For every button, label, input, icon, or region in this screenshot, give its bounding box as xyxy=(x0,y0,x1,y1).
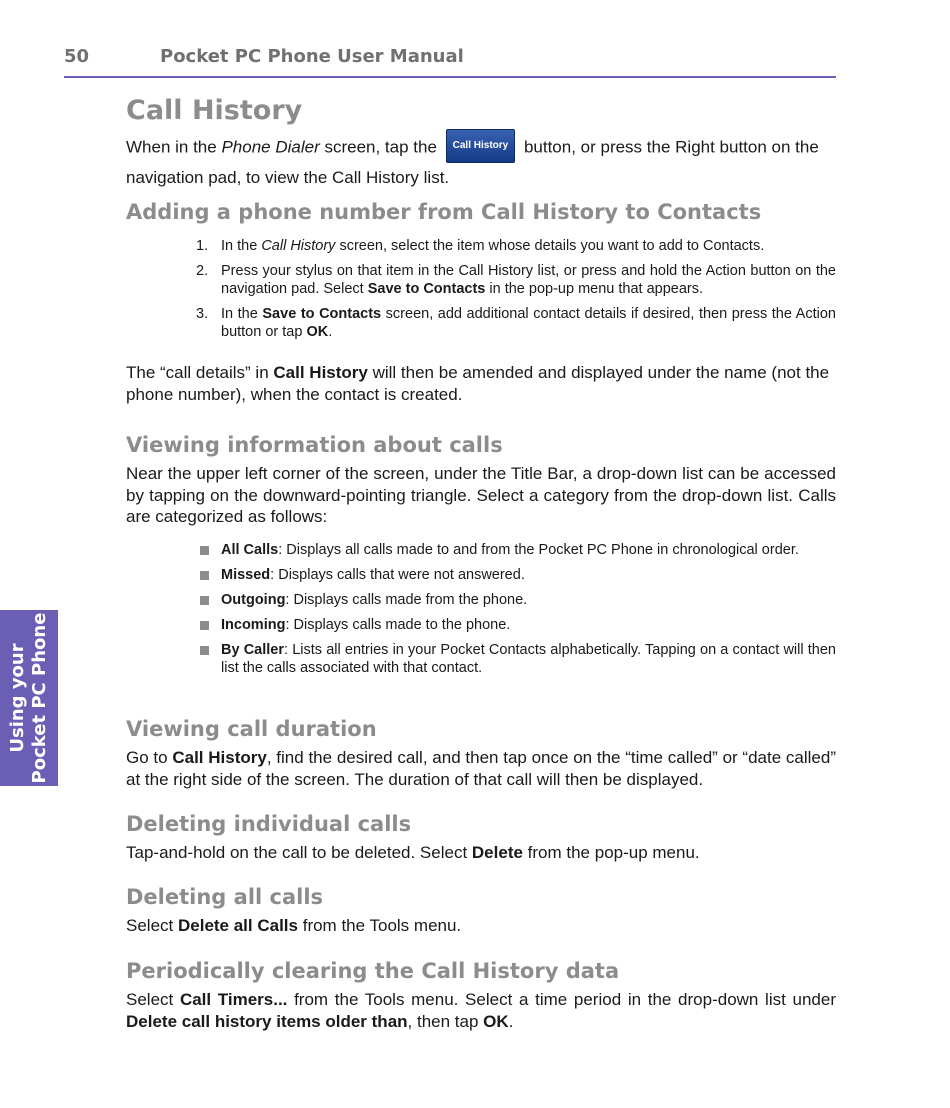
section-periodic-clear xyxy=(126,958,836,1032)
section-add-to-contacts xyxy=(126,199,836,225)
category-outgoing: Outgoing: Displays calls made from the phone. xyxy=(200,591,836,609)
section-call-duration xyxy=(126,716,836,790)
call-duration-text: Go to Call History, find the desired call, and then tap once on the “time called” or “date called” at the right side of the screen. The duration of that call will then be displayed. xyxy=(126,748,836,789)
page-header xyxy=(64,44,836,78)
heading-add-to-contacts: Adding a phone number from Call History to Contacts xyxy=(126,200,762,224)
heading-periodic-clear: Periodically clearing the Call History data xyxy=(126,959,620,983)
chapter-side-tab-label xyxy=(7,610,51,786)
add-contacts-steps xyxy=(196,237,836,348)
category-all-calls: All Calls: Displays all calls made to and from the Pocket PC Phone in chronological order. xyxy=(200,541,836,559)
call-history-intro: When in the Phone Dialer screen, tap the Call History button, or press the Right button on the navigation pad, to view the Call History list. xyxy=(126,131,836,191)
category-incoming: Incoming: Displays calls made to the phone. xyxy=(200,616,836,634)
section-viewing-info xyxy=(126,432,836,528)
periodic-clear-text: Select Call Timers... from the Tools menu. Select a time period in the drop-down list under Delete call history items older than, then tap OK. xyxy=(126,990,836,1031)
step-2: 2. Press your stylus on that item in the Call History list, or press and hold the Action button on the navigation pad. Select Save to Contacts in the pop-up menu that appears. xyxy=(196,263,836,297)
side-tab-line-2: Pocket PC Phone xyxy=(29,612,50,784)
side-tab-line-1: Using your xyxy=(7,643,28,753)
delete-individual-text: Tap-and-hold on the call to be deleted. Select Delete from the pop-up menu. xyxy=(126,843,700,862)
chapter-side-tab xyxy=(0,610,58,786)
heading-delete-all: Deleting all calls xyxy=(126,885,324,909)
heading-call-history: Call History xyxy=(126,95,303,126)
call-categories-list xyxy=(200,541,836,684)
section-delete-all xyxy=(126,884,836,937)
manual-title: Pocket PC Phone User Manual xyxy=(160,46,464,67)
viewing-info-intro: Near the upper left corner of the screen, under the Title Bar, a drop-down list can be accessed by tapping on the downward-pointing triangle. Select a category from the drop-down list. Calls are categorized as follows: xyxy=(126,464,836,526)
page-number: 50 xyxy=(64,46,90,67)
category-missed: Missed: Displays calls that were not answered. xyxy=(200,566,836,584)
call-details-note: The “call details” in Call History will then be amended and displayed under the name (not the phone number), when the contact is created. xyxy=(126,363,830,404)
step-3: 3. In the Save to Contacts screen, add additional contact details if desired, then press the Action button or tap OK. xyxy=(196,306,836,340)
call-history-button: Call History xyxy=(446,129,516,163)
call-details-note-block xyxy=(126,362,836,405)
section-delete-individual xyxy=(126,811,836,864)
heading-delete-individual: Deleting individual calls xyxy=(126,812,412,836)
delete-all-text: Select Delete all Calls from the Tools menu. xyxy=(126,916,462,935)
category-by-caller: By Caller: Lists all entries in your Pocket Contacts alphabetically. Tapping on a contact will then list the calls associated with that contact. xyxy=(200,641,836,677)
heading-call-duration: Viewing call duration xyxy=(126,717,377,741)
heading-viewing-info: Viewing information about calls xyxy=(126,433,503,457)
section-call-history xyxy=(126,95,836,191)
step-1: 1. In the Call History screen, select the item whose details you want to add to Contacts. xyxy=(196,238,765,254)
